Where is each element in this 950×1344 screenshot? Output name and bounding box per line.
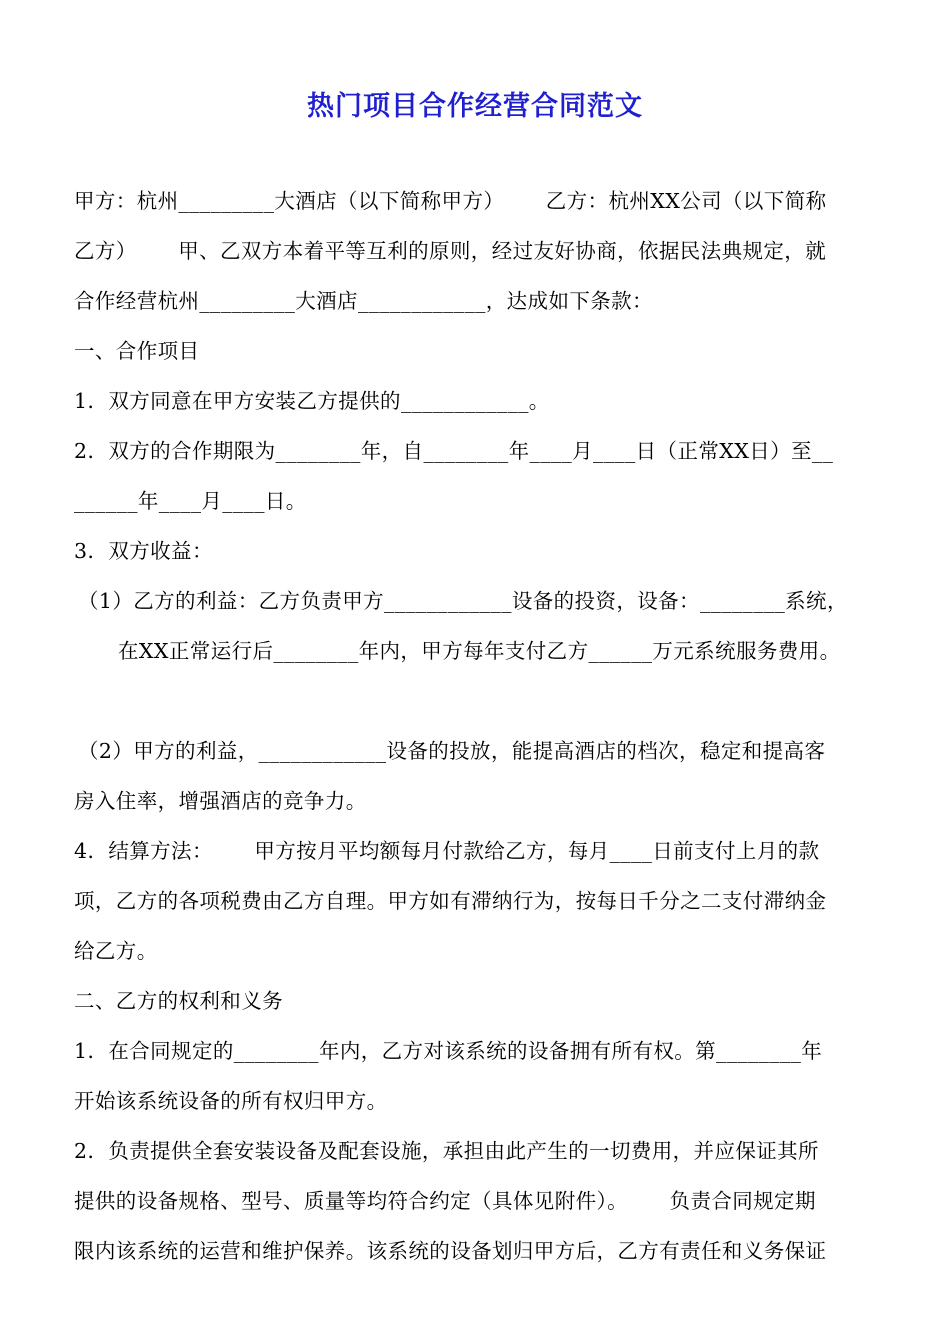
section-heading: 二、乙方的权利和义务: [74, 989, 283, 1013]
text-line: 2．负责提供全套安装设备及配套设施，承担由此产生的一切费用，并应保证其所: [74, 1139, 819, 1163]
text-line: 房入住率，增强酒店的竞争力。: [74, 789, 367, 813]
text-line: 1．双方同意在甲方安装乙方提供的____________。: [74, 389, 550, 413]
text-line: 乙方） 甲、乙双方本着平等互利的原则，经过友好协商，依据民法典规定，就: [74, 239, 827, 263]
document-title: 热门项目合作经营合同范文: [307, 91, 643, 122]
text-line: 2．双方的合作期限为________年，自________年____月____日（正常XX日）至__: [74, 439, 834, 463]
text-line: 在XX正常运行后________年内，甲方每年支付乙方______万元系统服务费用。: [118, 639, 841, 663]
text-line: 给乙方。: [74, 939, 158, 963]
text-line: 合作经营杭州_________大酒店____________，达成如下条款：: [74, 289, 653, 313]
text-line: 4．结算方法： 甲方按月平均额每月付款给乙方，每月____日前支付上月的款: [74, 839, 820, 863]
text-line: ______年____月____日。: [74, 489, 307, 513]
text-line: 3．双方收益：: [74, 539, 213, 563]
text-line: 开始该系统设备的所有权归甲方。: [74, 1089, 388, 1113]
text-line: 1．在合同规定的________年内，乙方对该系统的设备拥有所有权。第________年: [74, 1039, 823, 1063]
text-line: 限内该系统的运营和维护保养。该系统的设备划归甲方后，乙方有责任和义务保证: [74, 1239, 827, 1263]
text-line: 提供的设备规格、型号、质量等均符合约定（具体见附件）。 负责合同规定期: [74, 1189, 816, 1213]
section-heading: 一、合作项目: [74, 339, 200, 363]
text-line: 项，乙方的各项税费由乙方自理。甲方如有滞纳行为，按每日千分之二支付滞纳金: [74, 889, 827, 913]
text-line: （2）甲方的利益，____________设备的投放，能提高酒店的档次，稳定和提高客: [78, 739, 826, 763]
text-line: （1）乙方的利益：乙方负责甲方____________设备的投资，设备：________系统，: [78, 589, 848, 613]
text-line: 甲方：杭州_________大酒店（以下简称甲方） 乙方：杭州XX公司（以下简称: [74, 189, 827, 213]
